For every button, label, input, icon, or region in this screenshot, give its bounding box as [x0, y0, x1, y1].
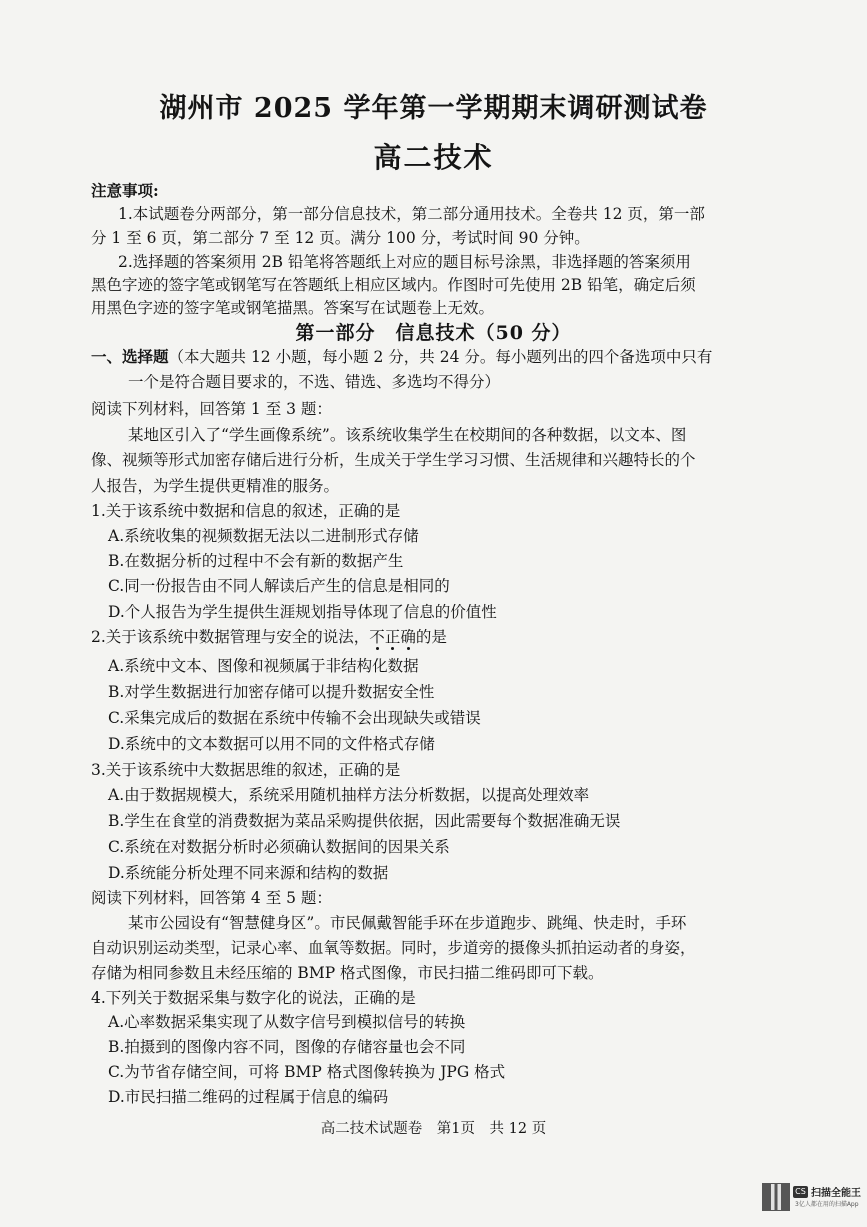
q2-option-b: B.对学生数据进行加密存储可以提升数据安全性: [108, 683, 435, 701]
q4-option-b: B.拍摄到的图像内容不同，图像的存储容量也会不同: [108, 1038, 466, 1056]
q3-option-d: D.系统能分析处理不同来源和结构的数据: [108, 864, 389, 882]
notice-item1-line2: 分 1 至 6 页，第二部分 7 至 12 页。满分 100 分，考试时间 90 分钟。: [91, 229, 590, 247]
exam-title: 湖州市 2025 学年第一学期期末调研测试卷: [159, 93, 708, 124]
q2-emphasis-char: 正: [384, 628, 401, 646]
notice-item2-line1: 2.选择题的答案须用 2B 铅笔将答题纸上对应的题目标号涂黑，非选择题的答案须用: [118, 253, 691, 271]
notice-item2-line2: 黑色字迹的签字笔或钢笔写在答题纸上相应区域内。作图时可先使用 2B 铅笔，确定后须: [91, 276, 696, 294]
page-footer: 高二技术试题卷 第1页 共 12 页: [320, 1121, 547, 1137]
section-intro-line1: [91, 346, 712, 368]
material1-line3: 人报告，为学生提供更精准的服务。: [91, 477, 340, 495]
q4-option-d: D.市民扫描二维码的过程属于信息的编码: [108, 1088, 389, 1106]
q1-option-a: A.系统收集的视频数据无法以二进制形式存储: [108, 527, 419, 545]
part1-heading: 第一部分 信息技术（50 分）: [295, 322, 572, 344]
q3-option-b: B.学生在食堂的消费数据为菜品采购提供依据，因此需要每个数据准确无误: [108, 812, 621, 830]
q4-option-a: A.心率数据采集实现了从数字信号到模拟信号的转换: [108, 1013, 466, 1031]
q1-stem: 1.关于该系统中数据和信息的叙述，正确的是: [91, 502, 401, 520]
notice-item2-line3: 用黑色字迹的签字笔或钢笔描黑。答案写在试题卷上无效。: [91, 299, 495, 317]
q2-emphasis-char: 确: [400, 628, 416, 646]
q2-stem-post: 的是: [415, 628, 447, 646]
section-desc-line1: （本大题共 12 小题，每小题 2 分，共 24 分。每小题列出的四个备选项中只有: [168, 348, 713, 366]
material1-intro: 阅读下列材料，回答第 1 至 3 题：: [91, 400, 332, 418]
material1-line2: 像、视频等形式加密存储后进行分析，生成关于学生学习习惯、生活规律和兴趣特长的个: [91, 451, 696, 469]
q3-option-c: C.系统在对数据分析时必须确认数据间的因果关系: [108, 838, 450, 856]
material2-line3: 存储为相同参数且未经压缩的 BMP 格式图像，市民扫描二维码即可下载。: [91, 964, 604, 982]
q1-option-b: B.在数据分析的过程中不会有新的数据产生: [108, 552, 404, 570]
q4-option-c: C.为节省存储空间，可将 BMP 格式图像转换为 JPG 格式: [108, 1063, 506, 1081]
material2-line2: 自动识别运动类型，记录心率、血氧等数据。同时，步道旁的摄像头抓拍运动者的身姿，: [91, 939, 696, 957]
q2-option-c: C.采集完成后的数据在系统中传输不会出现缺失或错误: [108, 709, 481, 727]
material2-intro: 阅读下列材料，回答第 4 至 5 题：: [91, 889, 332, 907]
q2-option-a: A.系统中文本、图像和视频属于非结构化数据: [108, 657, 419, 675]
qr-code-icon: [762, 1183, 790, 1211]
q2-option-d: D.系统中的文本数据可以用不同的文件格式存储: [108, 735, 435, 753]
scanner-app-tagline: 3亿人都在用的扫描App: [795, 1201, 859, 1208]
q1-option-c: C.同一份报告由不同人解读后产生的信息是相同的: [108, 577, 450, 595]
q2-stem-pre: 2.关于该系统中数据管理与安全的说法，: [91, 628, 370, 646]
notice-heading: 注意事项:: [91, 181, 159, 200]
camscanner-logo-icon: CS: [793, 1186, 808, 1198]
q2-emphasis-char: 不: [369, 628, 385, 646]
q1-option-d: D.个人报告为学生提供生涯规划指导体现了信息的价值性: [108, 603, 497, 621]
section-desc-line2: 一个是符合题目要求的，不选、错选、多选均不得分）: [128, 373, 501, 391]
section-label: 一、选择题: [91, 347, 169, 366]
q3-option-a: A.由于数据规模大，系统采用随机抽样方法分析数据，以提高处理效率: [108, 786, 590, 804]
q4-stem: 4.下列关于数据采集与数字化的说法，正确的是: [91, 989, 416, 1007]
scanner-app-name: 扫描全能王: [811, 1188, 861, 1199]
exam-subject: 高二技术: [373, 141, 494, 174]
material1-line1: 某地区引入了“学生画像系统”。该系统收集学生在校期间的各种数据，以文本、图: [128, 426, 687, 444]
notice-item1-line1: 1.本试题卷分两部分，第一部分信息技术，第二部分通用技术。全卷共 12 页，第一部: [118, 205, 705, 223]
material2-line1: 某市公园设有“智慧健身区”。市民佩戴智能手环在步道跑步、跳绳、快走时，手环: [128, 914, 687, 932]
q3-stem: 3.关于该系统中大数据思维的叙述，正确的是: [91, 761, 401, 779]
q2-stem: [91, 626, 447, 648]
